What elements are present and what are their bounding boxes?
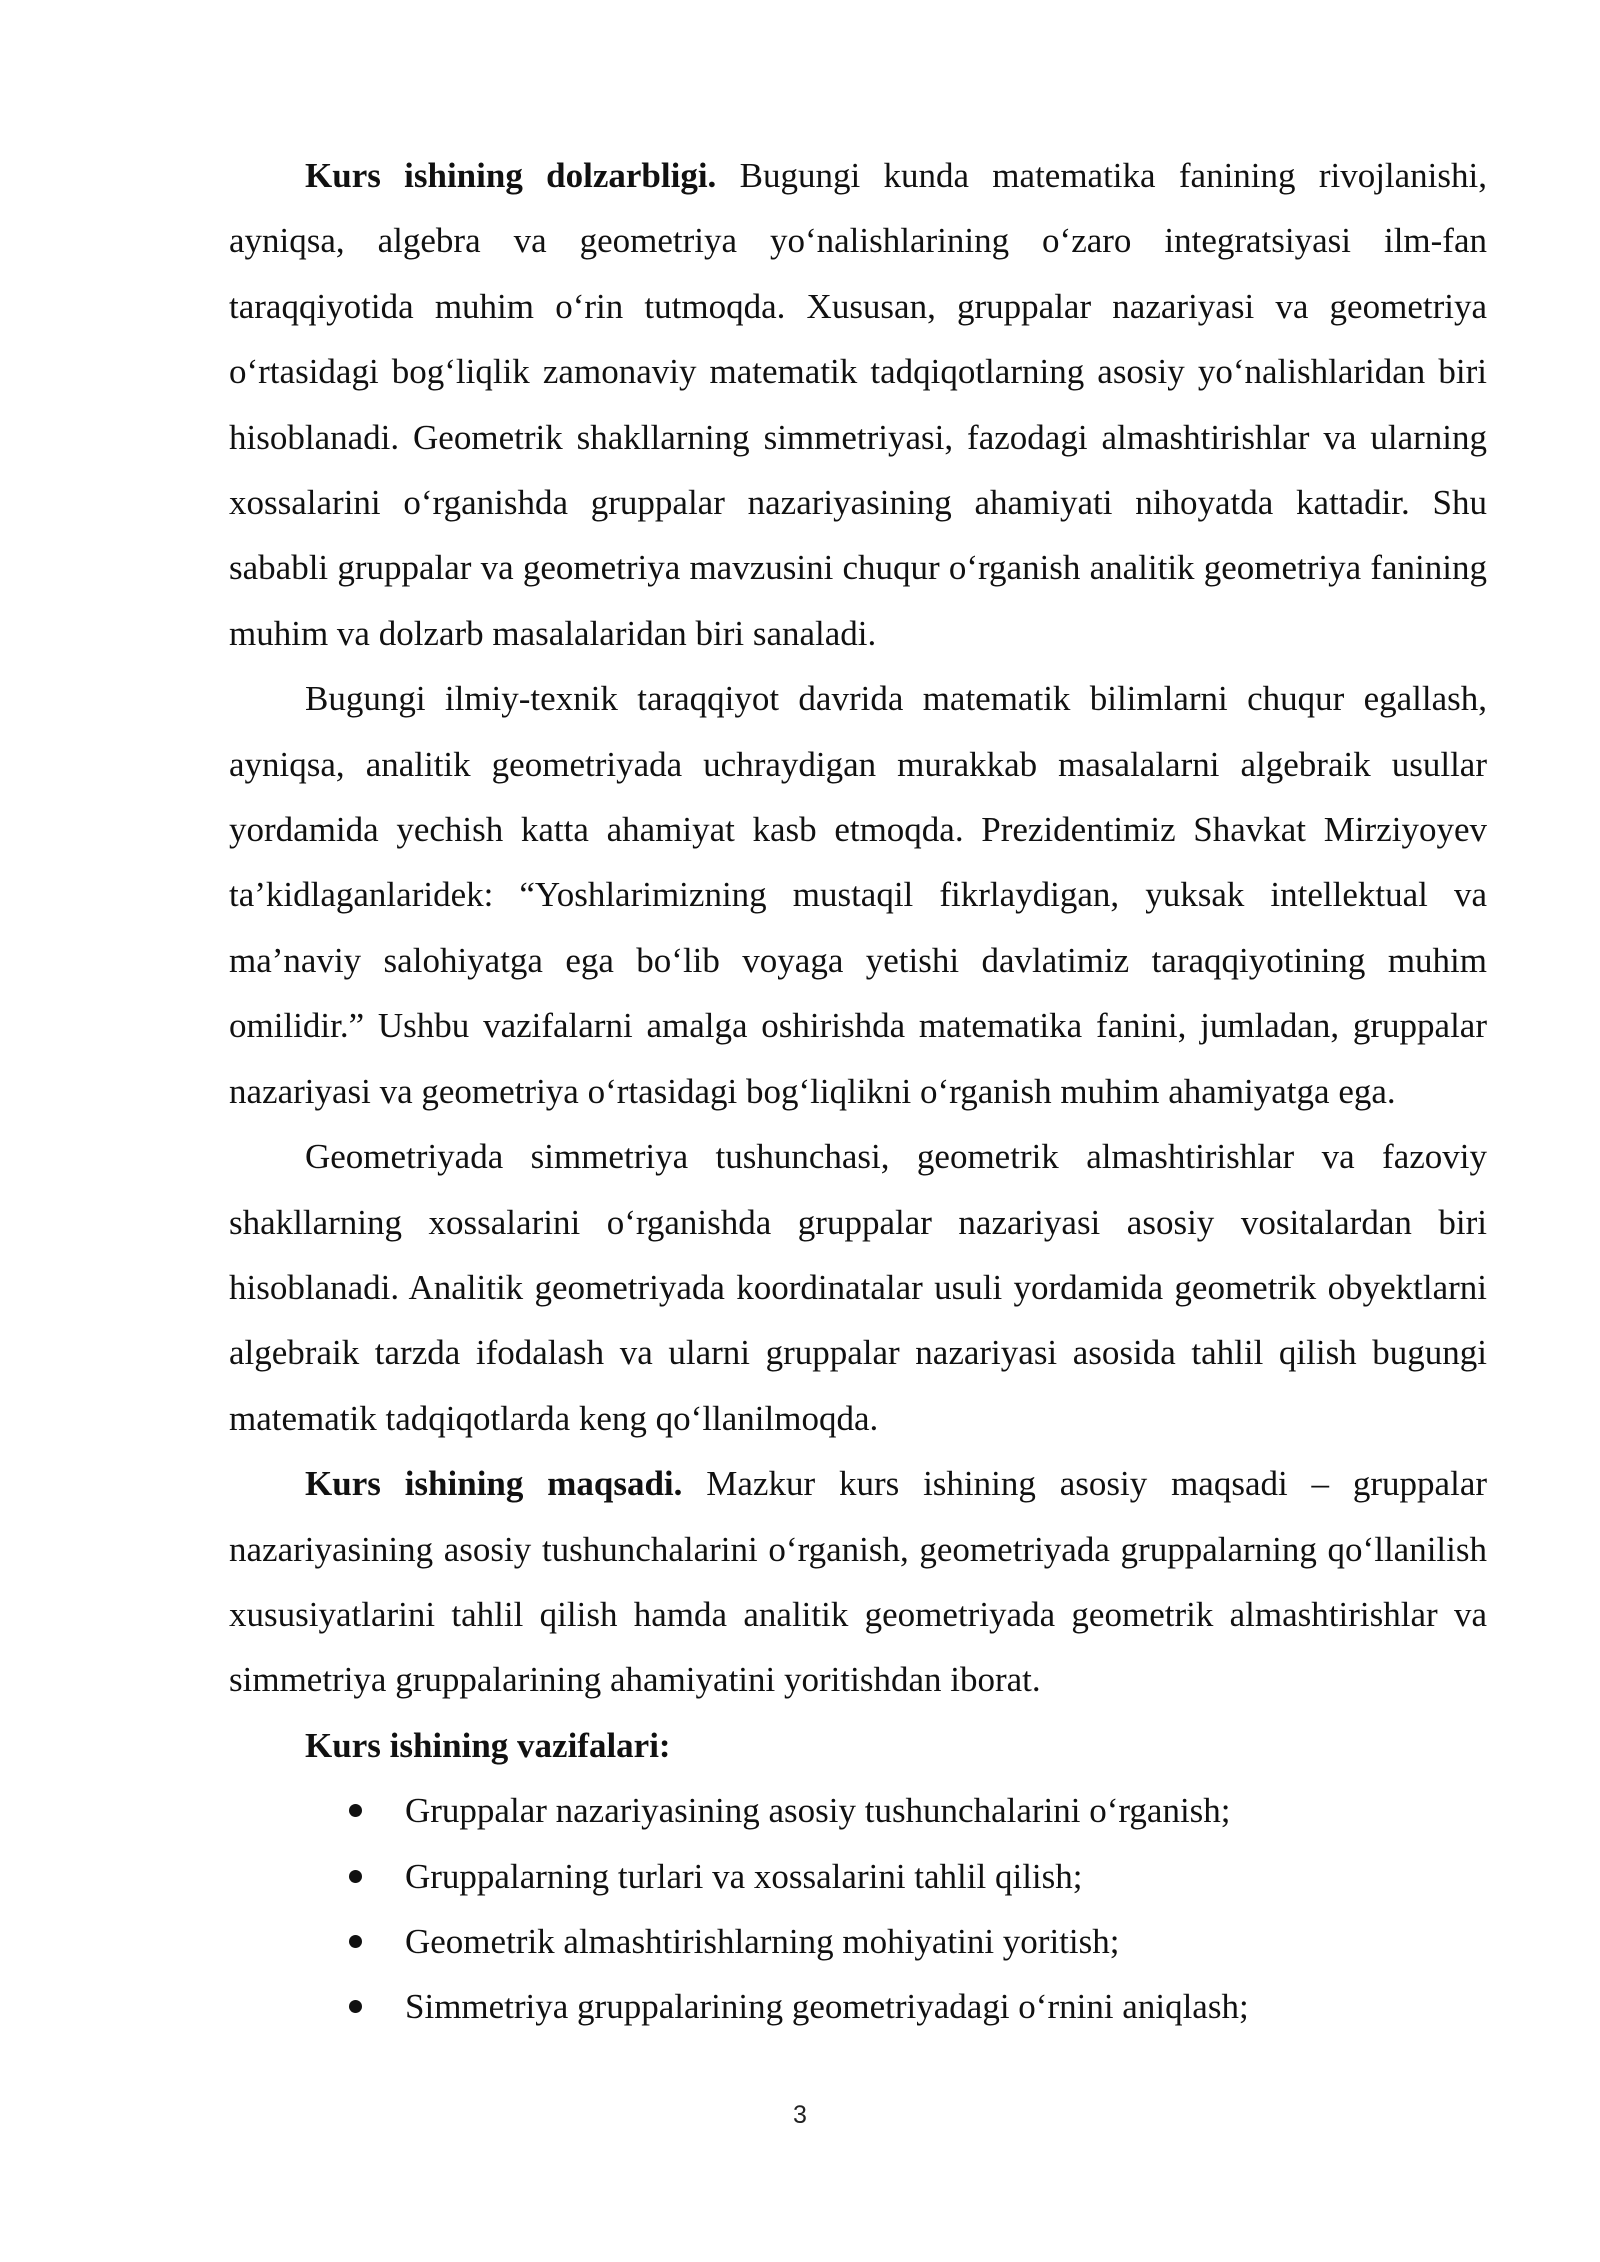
- list-item: [349, 1778, 1487, 1843]
- paragraph-text: Mazkur kurs ishining asosiy maqsadi – gruppalar nazariyasining asosiy tushunchalarini oʻrganish, geometriyada gruppalarning qoʻllanilish xususiyatlarini tahlil qilish hamda analitik geometriyada geometrik almashtirishlar va simmetriya gruppalarining ahamiyatini yoritishdan iborat.: [229, 1464, 1488, 1700]
- list-item: [349, 1844, 1487, 1909]
- tasks-list: [229, 1778, 1487, 2040]
- list-item-text: Geometrik almashtirishlarning mohiyatini yoritish;: [405, 1921, 1120, 1961]
- bullet-icon: [349, 1804, 362, 1817]
- list-item-text: Gruppalarning turlari va xossalarini tahlil qilish;: [405, 1856, 1083, 1896]
- bullet-icon: [349, 2000, 362, 2013]
- paragraph-symmetry: [229, 1124, 1487, 1451]
- paragraph-goal: [229, 1451, 1487, 1713]
- bullet-icon: [349, 1870, 362, 1883]
- paragraph-text: Bugungi kunda matematika fanining rivojlanishi, ayniqsa, algebra va geometriya yoʻnalishlarining oʻzaro integratsiyasi ilm-fan taraqqiyotida muhim oʻrin tutmoqda. Xususan, gruppalar nazariyasi va geometriya oʻrtasidagi bogʻliqlik zamonaviy matematik tadqiqotlarning asosiy yoʻnalishlaridan biri hisoblanadi. Geometrik shakllarning simmetriyasi, fazodagi almashtirishlar va ularning xossalarini oʻrganishda gruppalar nazariyasining ahamiyati nihoyatda kattadir. Shu sababli gruppalar va geometriya mavzusini chuqur oʻrganish analitik geometriya fanining muhim va dolzarb masalalaridan biri sanaladi.: [229, 156, 1487, 653]
- page-number: 3: [793, 2101, 807, 2129]
- list-item-text: Simmetriya gruppalarining geometriyadagi oʻrnini aniqlash;: [405, 1987, 1249, 2027]
- paragraph-text: Geometriyada simmetriya tushunchasi, geometrik almashtirishlar va fazoviy shakllarning xossalarini oʻrganishda gruppalar nazariyasi asosiy vositalardan biri hisoblanadi. Analitik geometriyada koordinatalar usuli yordamida geometrik obyektlarni algebraik tarzda ifodalash va ularni gruppalar nazariyasi asosida tahlil qilish bugungi matematik tadqiqotlarda keng qoʻllanilmoqda.: [229, 1137, 1487, 1438]
- document-body: [229, 143, 1487, 2040]
- paragraph-lead: Kurs ishining maqsadi.: [305, 1464, 683, 1504]
- paragraph-scientific-progress: [229, 666, 1487, 1124]
- list-item-text: Gruppalar nazariyasining asosiy tushunchalarini oʻrganish;: [405, 1791, 1231, 1831]
- tasks-heading: Kurs ishining vazifalari:: [305, 1725, 671, 1765]
- paragraph-text: Bugungi ilmiy-texnik taraqqiyot davrida matematik bilimlarni chuqur egallash, ayniqsa, analitik geometriyada uchraydigan murakkab masalalarni algebraik usullar yordamida yechish katta ahamiyat kasb etmoqda. Prezidentimiz Shavkat Mirziyoyev ta’kidlaganlaridek: “Yoshlarimizning mustaqil fikrlaydigan, yuksak intellektual va ma’naviy salohiyatga ega boʻlib voyaga yetishi davlatimiz taraqqiyotining muhim omilidir.” Ushbu vazifalarni amalga oshirishda matematika fanini, jumladan, gruppalar nazariyasi va geometriya oʻrtasidagi bogʻliqlikni oʻrganish muhim ahamiyatga ega.: [229, 679, 1487, 1111]
- list-item: [349, 1909, 1487, 1974]
- paragraph-lead: Kurs ishining dolzarbligi.: [305, 156, 717, 195]
- list-item: [349, 1974, 1487, 2039]
- bullet-icon: [349, 1935, 362, 1948]
- paragraph-relevance: [229, 143, 1487, 666]
